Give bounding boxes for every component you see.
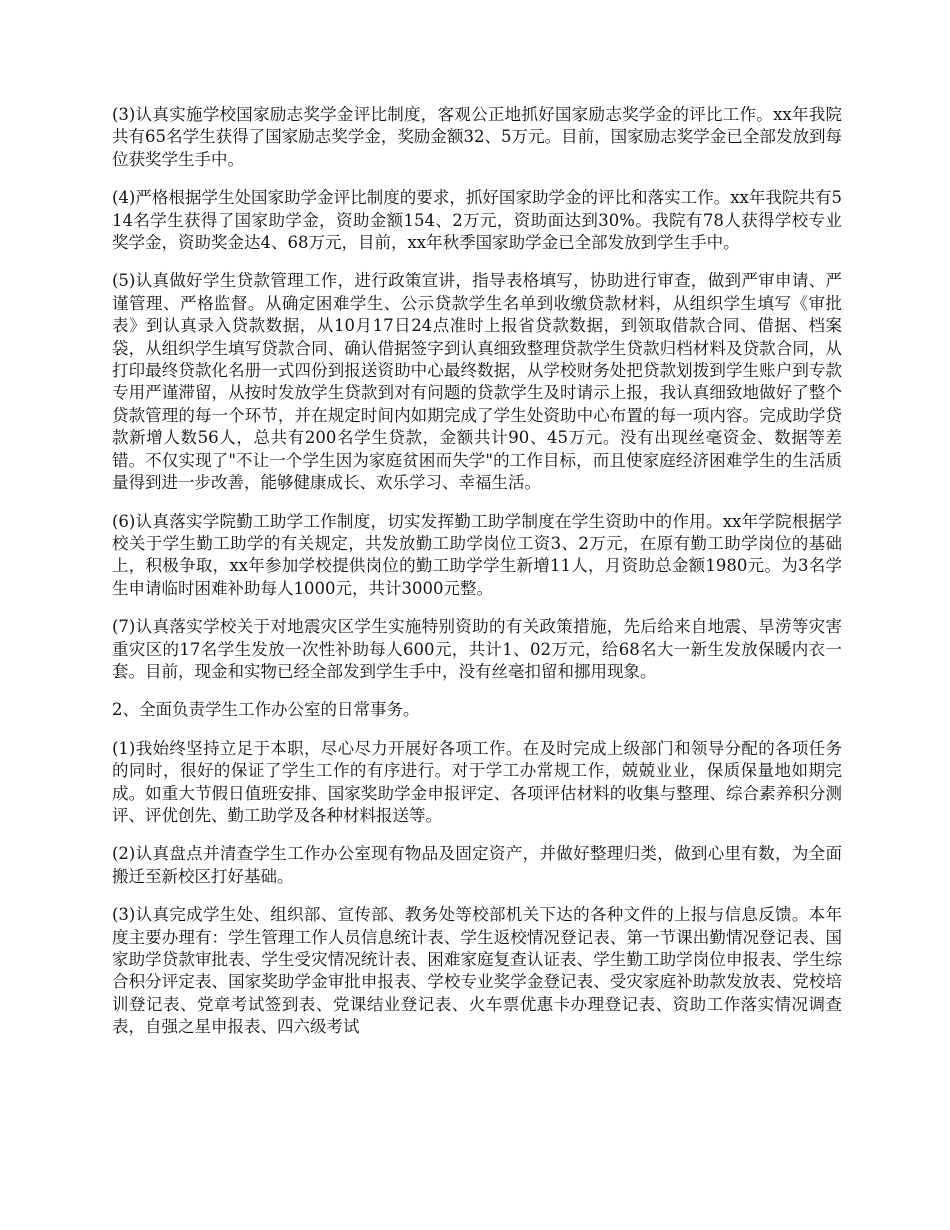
paragraph-reporting: (3)认真完成学生处、组织部、宣传部、教务处等校部机关下达的各种文件的上报与信息反馈。本年度主要办理有：学生管理工作人员信息统计表、学生返校情况登记表、第一节课出勤情况登记表、国家助学贷款审批表、学生受灾情况统计表、困难家庭复查认证表、学生勤工助学岗位申报表、学生综合积分评定表、国家奖助学金审批申报表、学校专业奖学金登记表、受灾家庭补助款发放表、党校培训登记表、党章考试签到表、党课结业登记表、火车票优惠卡办理登记表、资助工作落实情况调查表，自强之星申报表、四六级考试 bbox=[112, 905, 842, 1037]
paragraph-disaster-aid: (7)认真落实学校关于对地震灾区学生实施特别资助的有关政策措施，先后给来自地震、旱涝等灾害重灾区的17名学生发放一次性补助每人600元，共计1、02万元，给68名大一新生发放保暖内衣一套。目前，现金和实物已经全部发到学生手中，没有丝毫扣留和挪用现象。 bbox=[112, 617, 842, 681]
paragraph-national-grant: (4)严格根据学生处国家助学金评比制度的要求，抓好国家助学金的评比和落实工作。xx年我院共有514名学生获得了国家助学金，资助金额154、2万元，资助面达到30%。我院有78人获得学校专业奖学金，资助奖金达4、68万元，目前，xx年秋季国家助学金已全部发放到学生手中。 bbox=[112, 188, 842, 253]
paragraph-duty: (1)我始终坚持立足于本职，尽心尽力开展好各项工作。在及时完成上级部门和领导分配的各项任务的同时，很好的保证了学生工作的有序进行。对于学工办常规工作，兢兢业业，保质保量地如期完成。如重大节假日值班安排、国家奖助学金申报评定、各项评估材料的收集与整理、综合素养积分测评、评优创先、勤工助学及各种材料报送等。 bbox=[112, 738, 842, 825]
paragraph-student-loan: (5)认真做好学生贷款管理工作，进行政策宣讲，指导表格填写，协助进行审查，做到严审申请、严谨管理、严格监督。从确定困难学生、公示贷款学生名单到收缴贷款材料，从组织学生填写《审批表》到认真录入贷款数据，从10月17日24点准时上报省贷款数据，到领取借款合同、借据、档案袋，从组织学生填写贷款合同、确认借据签字到认真细致整理贷款学生贷款归档材料及贷款合同，从打印最终贷款化名册一式四份到报送资助中心最终数据，从学校财务处把贷款划拨到学生账户到专款专用严谨滞留，从按时发放学生贷款到对有问题的贷款学生及时请示上报，我认真细致地做好了整个贷款管理的每一个环节，并在规定时间内如期完成了学生处资助中心布置的每一项内容。完成助学贷款新增人数56人，总共有200名学生贷款，金额共计90、45万元。没有出现丝毫资金、数据等差错。不仅实现了"不让一个学生因为家庭贫困而失学"的工作目标，而且使家庭经济困难学生的生活质量得到进一步改善，能够健康成长、欢乐学习、幸福生活。 bbox=[112, 271, 842, 493]
paragraph-inventory: (2)认真盘点并清查学生工作办公室现有物品及固定资产，并做好整理归类，做到心里有数，为全面搬迁至新校区打好基础。 bbox=[112, 844, 842, 886]
document-page bbox=[112, 104, 842, 1055]
section-heading-daily-affairs: 2、全面负责学生工作办公室的日常事务。 bbox=[112, 700, 420, 720]
paragraph-work-study: (6)认真落实学院勤工助学工作制度，切实发挥勤工助学制度在学生资助中的作用。xx年学院根据学校关于学生勤工助学的有关规定，共发放勤工助学岗位工资3、2万元，在原有勤工助学岗位的基础上，积极争取，xx年参加学校提供岗位的勤工助学学生新增11人，月资助总金额1980元。为3名学生申请临时困难补助每人1000元，共计3000元整。 bbox=[112, 511, 842, 598]
paragraph-scholarship-inspirational: (3)认真实施学校国家励志奖学金评比制度，客观公正地抓好国家励志奖学金的评比工作。xx年我院共有65名学生获得了国家励志奖学金，奖励金额32、5万元。目前，国家励志奖学金已全部发放到每位获奖学生手中。 bbox=[112, 105, 842, 169]
